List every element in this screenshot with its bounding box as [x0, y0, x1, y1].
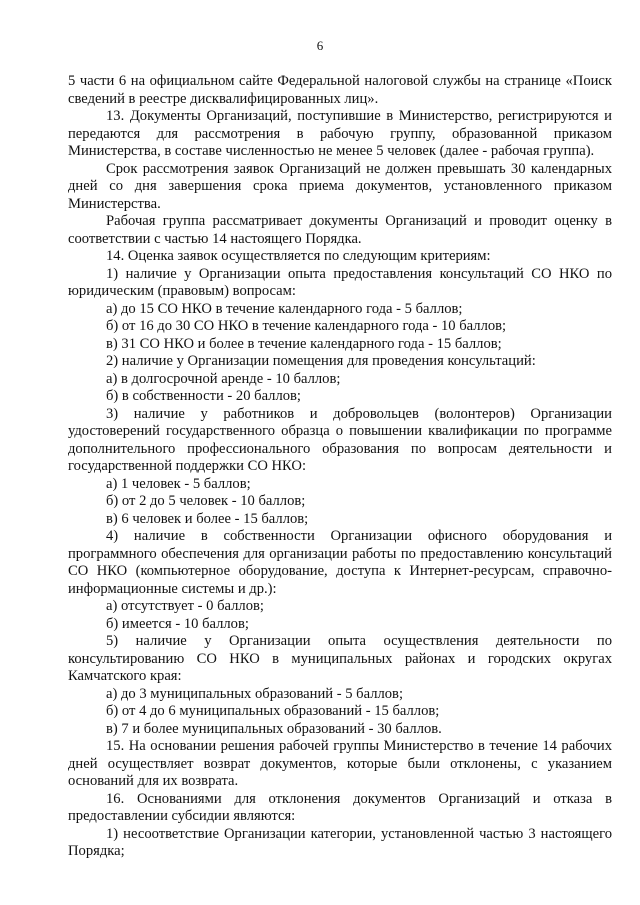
paragraph: 5) наличие у Организации опыта осуществления деятельности по консультированию СО НКО в муниципальных районах и городских округах Камчатского края: [68, 633, 612, 684]
paragraph: 16. Основаниями для отклонения документов Организаций и отказа в предоставлении субсидии являются: [68, 790, 612, 824]
paragraph: в) 7 и более муниципальных образований - 30 баллов. [106, 720, 442, 737]
paragraph: 1) наличие у Организации опыта предоставления консультаций СО НКО по юридическим (правовым) вопросам: [68, 265, 612, 299]
paragraph: а) 1 человек - 5 баллов; [106, 475, 251, 492]
page-number: 6 [316, 38, 324, 53]
paragraph: Рабочая группа рассматривает документы Организаций и проводит оценку в соответствии с частью 14 настоящего Порядка. [68, 213, 612, 247]
paragraph: 4) наличие в собственности Организации офисного оборудования и программного обеспечения для организации работы по предоставлению консультаций СО НКО (компьютерное оборудование, доступа к Интернет-ресурсам, справочно-информационные системы и др.): [68, 528, 612, 597]
paragraph: 5 части 6 на официальном сайте Федеральной налоговой службы на странице «Поиск сведений в реестре дисквалифицированных лиц». [68, 73, 612, 107]
paragraph: 2) наличие у Организации помещения для проведения консультаций: [106, 353, 536, 369]
paragraph: 13. Документы Организаций, поступившие в Министерство, регистрируются и передаются для рассмотрения в рабочую группу, образованной приказом Министерства, в составе численностью не менее 5 человек (далее - рабочая группа). [68, 108, 612, 159]
paragraph: Срок рассмотрения заявок Организаций не должен превышать 30 календарных дней со дня завершения срока приема документов, установленного приказом Министерства. [68, 160, 612, 212]
document-body [68, 73, 612, 861]
paragraph: б) в собственности - 20 баллов; [106, 388, 301, 404]
paragraph: а) до 15 СО НКО в течение календарного года - 5 баллов; [106, 300, 463, 317]
paragraph: а) до 3 муниципальных образований - 5 баллов; [106, 685, 404, 702]
paragraph: б) от 4 до 6 муниципальных образований - 15 баллов; [106, 703, 440, 719]
paragraph: 1) несоответствие Организации категории, установленной частью 3 настоящего Порядка; [68, 825, 612, 859]
paragraph: в) 31 СО НКО и более в течение календарного года - 15 баллов; [106, 335, 502, 352]
paragraph: в) 6 человек и более - 15 баллов; [106, 510, 309, 527]
paragraph: 14. Оценка заявок осуществляется по следующим критериям: [106, 248, 491, 264]
paragraph: б) от 16 до 30 СО НКО в течение календарного года - 10 баллов; [106, 318, 507, 334]
paragraph: а) отсутствует - 0 баллов; [106, 598, 264, 614]
paragraph: б) имеется - 10 баллов; [106, 615, 249, 632]
paragraph: а) в долгосрочной аренде - 10 баллов; [106, 370, 341, 387]
paragraph: 15. На основании решения рабочей группы Министерство в течение 14 рабочих дней осуществляет возврат документов, которые были отклонены, с указанием оснований для их возврата. [68, 738, 612, 789]
paragraph: б) от 2 до 5 человек - 10 баллов; [106, 493, 306, 509]
paragraph: 3) наличие у работников и добровольцев (волонтеров) Организации удостоверений государственного образца о повышении квалификации по программе дополнительного профессионального образования по вопросам деятельности и государственной поддержки СО НКО: [68, 405, 612, 474]
